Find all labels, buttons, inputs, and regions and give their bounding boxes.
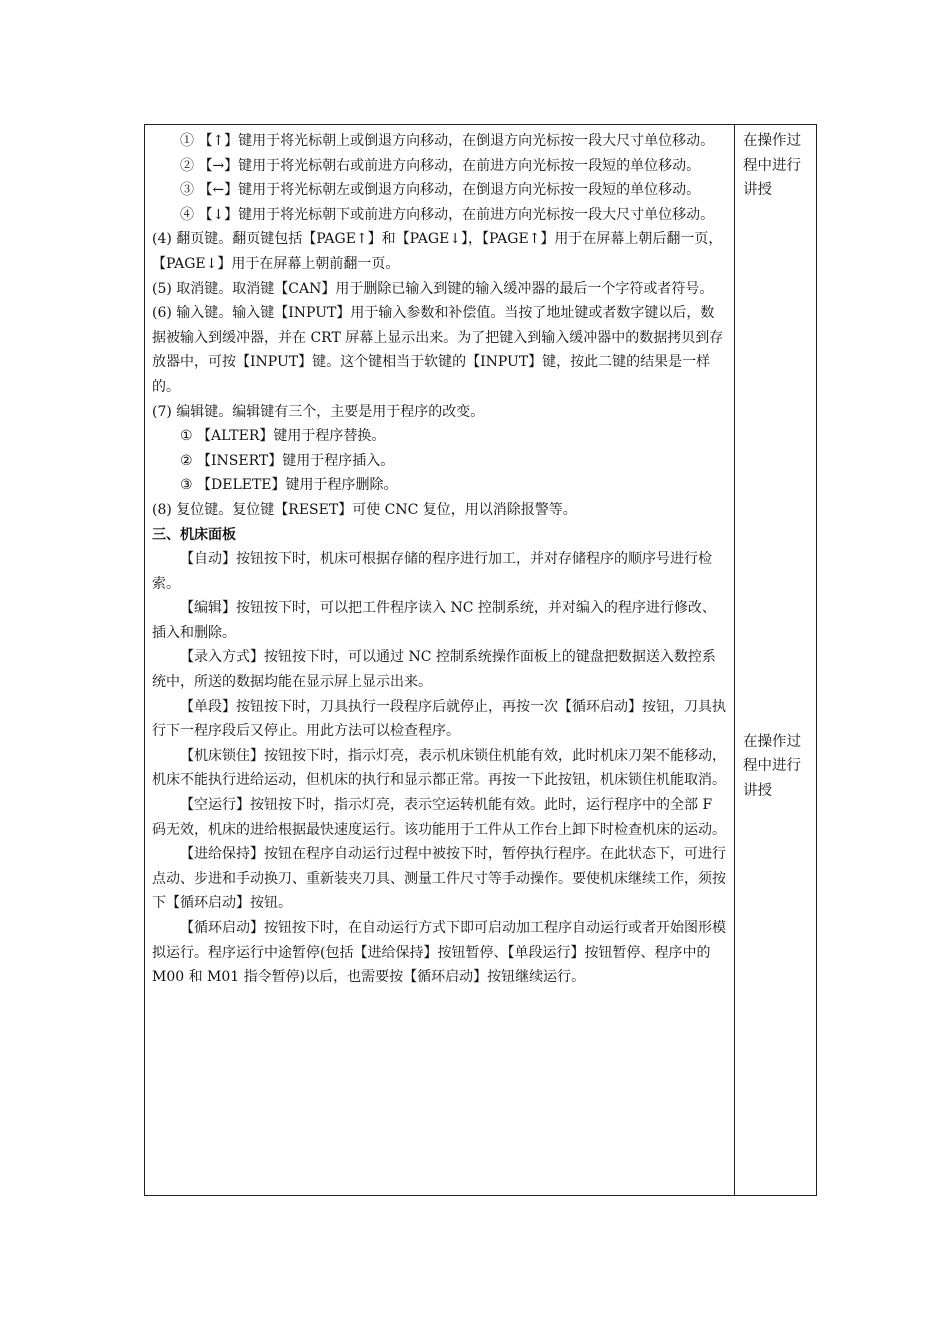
paragraph: (6) 输入键。输入键【INPUT】用于输入参数和补偿值。当按了地址键或者数字键以后，数据被输入到缓冲器，并在 CRT 屏幕上显示出来。为了把键入到输入缓冲器中的数据拷贝到存放器中，可按【INPUT】键。这个键相当于软键的【INPUT】键，按此二键的结果是一样的。 [152, 305, 724, 395]
paragraph: 【循环启动】按钮按下时，在自动运行方式下即可启动加工程序自动运行或者开始图形模拟运行。程序运行中途暂停(包括【进给保持】按钮暂停、【单段运行】按钮暂停、程序中的 M00 和 M01 指令暂停)以后，也需要按【循环启动】按钮继续运行。 [152, 920, 726, 986]
paragraph: 【空运行】按钮按下时，指示灯亮，表示空运转机能有效。此时，运行程序中的全部 F 码无效，机床的进给根据最快速度运行。该功能用于工件从工作台上卸下时检查机床的运动。 [152, 797, 726, 838]
content-cell [145, 125, 735, 1196]
paragraph: (4) 翻页键。翻页键包括【PAGE↑】和【PAGE↓】，【PAGE↑】用于在屏幕上朝后翻一页，【PAGE↓】用于在屏幕上朝前翻一页。 [152, 231, 723, 272]
paragraph: 【进给保持】按钮在程序自动运行过程中被按下时，暂停执行程序。在此状态下，可进行点动、步进和手动换刀、重新装夹刀具、测量工件尺寸等手动操作。要使机床继续工作，须按下【循环启动】按钮。 [152, 846, 726, 912]
section-heading: 三、机床面板 [152, 526, 236, 543]
paragraph: ③ 【←】键用于将光标朝左或倒退方向移动，在倒退方向光标按一段短的单位移动。 [180, 182, 701, 199]
paragraph: ② 【→】键用于将光标朝右或前进方向移动，在前进方向光标按一段短的单位移动。 [180, 157, 701, 174]
paragraph: 【录入方式】按钮按下时，可以通过 NC 控制系统操作面板上的键盘把数据送入数控系统中，所送的数据均能在显示屏上显示出来。 [152, 649, 716, 691]
paragraph: ③ 【DELETE】键用于程序删除。 [180, 477, 398, 494]
content-body [145, 125, 734, 990]
lesson-table [144, 124, 817, 1196]
paragraph: (8) 复位键。复位键【RESET】可使 CNC 复位，用以消除报警等。 [152, 501, 577, 518]
paragraph: ① 【ALTER】键用于程序替换。 [180, 428, 386, 445]
teaching-note-1: 在操作过程中进行讲授 [743, 133, 801, 199]
paragraph: ② 【INSERT】键用于程序插入。 [180, 452, 395, 469]
paragraph: ① 【↑】键用于将光标朝上或倒退方向移动，在倒退方向光标按一段大尺寸单位移动。 [180, 133, 715, 149]
paragraph: 【编辑】按钮按下时，可以把工件程序读入 NC 控制系统，并对编入的程序进行修改、插入和删除。 [152, 600, 716, 641]
paragraph: 【机床锁住】按钮按下时，指示灯亮，表示机床锁住机能有效，此时机床刀架不能移动，机床不能执行进给运动，但机床的执行和显示都正常。再按一下此按钮，机床锁住机能取消。 [152, 747, 726, 789]
paragraph: (7) 编辑键。编辑键有三个，主要是用于程序的改变。 [152, 403, 485, 420]
paragraph: 【单段】按钮按下时，刀具执行一段程序后就停止，再按一次【循环启动】按钮，刀具执行下一程序段后又停止。用此方法可以检查程序。 [152, 698, 726, 740]
paragraph: (5) 取消键。取消键【CAN】用于删除已输入到键的输入缓冲器的最后一个字符或者符号。 [152, 280, 714, 297]
table-row [145, 125, 817, 1196]
paragraph: ④ 【↓】键用于将光标朝下或前进方向移动，在前进方向光标按一段大尺寸单位移动。 [180, 206, 715, 223]
teaching-note-2: 在操作过程中进行讲授 [743, 733, 801, 799]
paragraph: 【自动】按钮按下时，机床可根据存储的程序进行加工，并对存储程序的顺序号进行检索。 [152, 551, 712, 592]
teaching-method-cell [735, 125, 817, 1196]
